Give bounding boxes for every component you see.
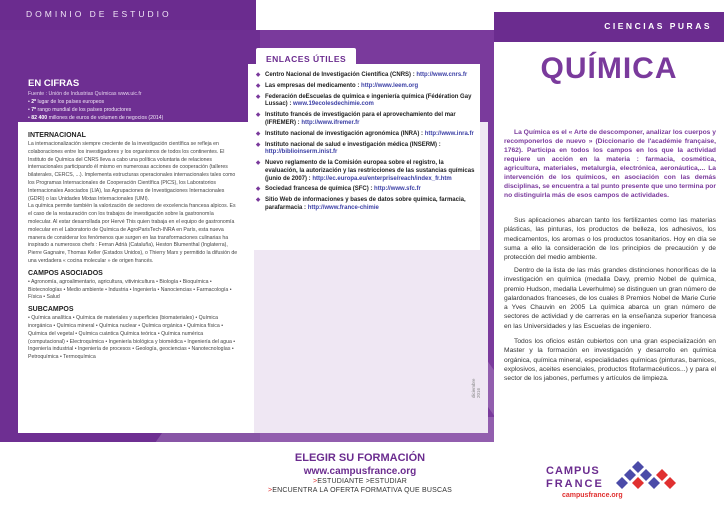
footer-title: ELEGIR SU FORMACIÓN	[294, 452, 426, 464]
list-item: • 7º rango mundial de los países productores	[28, 107, 132, 114]
intro-text: La Química es el « Arte de descomponer, analizar los cuerpos y recomponerlos de nuevo » (Diccionario de l'académie française, 1762). Participa en todos los campos en los que la actividad requiere un acción en la materia : farmacia, cosmética, agricultura, materiales, metalurgia, electrónica, aeronáutica,... La intervención de los químicos, en asociación con las demás disciplinas, se encuentra a tal punto presente que uno termina por no distinguirla más de esos campos de actividades.	[504, 129, 716, 200]
list-item: • 2º lugar de los países europeos	[28, 99, 105, 106]
body-paragraph-2: Dentro de la lista de las más grandes distinciones honoríficas de la investigación en química (medalla Davy, premio Nobel de química, premio Hudson, medalla Leverhulme) se distinguen un gran número de galardonados franceses, de los cuales 8 Premios Nobel de Marie Curie a Yves Chauvin en 2005 La química abarca un gran número de sectores de actividad y de carreras en la enseñanza superior francesa en las Universidades y las Escuelas de ingeniero.	[504, 267, 716, 330]
en-cifras-section	[28, 78, 238, 122]
footer-url-link[interactable]: www.campusfrance.org	[303, 466, 417, 477]
link-reach[interactable]: http://ec.europa.eu/enterprise/reach/index_fr.htm	[312, 175, 452, 182]
date-vertical: diciembre 2016	[471, 378, 481, 398]
link-leem[interactable]: http://www.leem.org	[361, 82, 419, 89]
link-ifremer[interactable]: http://www.ifremer.fr	[301, 119, 360, 126]
link-item: ◆ Las empresas del medicamento : http://www.leem.org	[256, 83, 476, 91]
link-ecoles-chimie[interactable]: www.19ecolesdechimie.com	[293, 101, 374, 108]
link-france-chimie[interactable]: http://www.france-chimie	[307, 204, 379, 211]
link-item: ◆ Sociedad francesa de química (SFC) : http://www.sfc.fr	[256, 186, 476, 194]
en-cifras-title: EN CIFRAS	[28, 78, 80, 89]
link-inserm[interactable]: http://biblioinserm.inist.fr	[265, 149, 338, 156]
en-cifras-source: Fuente : Unión de Industrias Químicas www.uic.fr	[28, 91, 142, 97]
internacional-text: La internacionalización siempre creciente de la investigación científica se refleja en colaboraciones entre los investigadores y los organismos de todos los continentes. El Instituto de Química del CNRS lleva a cabo una política voluntaria de relaciones internacionales participando él mismo en numerosas acciones de cooperación (talleres bilaterales, CERCS, ...). Implementa estructuras operacionales internacionales tales como los Programas Internacionales de Cooperación Científica (PICS), los Laboratorios Internacionales Asociados (LIA), las Agrupaciones de Investigaciones Internacionales (GDRI) o las Unidades Mixtas Internacionales (UMI).	[28, 141, 236, 202]
category-bar	[494, 12, 724, 42]
domain-bar	[0, 0, 256, 30]
logo-url: campusfrance.org	[562, 492, 623, 499]
link-item: ◆ Sitio Web de informaciones y bases de datos sobre química, farmacia, parafarmacia : http://www.france-chimie	[256, 197, 476, 212]
enlaces-tab	[256, 48, 356, 70]
category-label: CIENCIAS PURAS	[604, 21, 712, 31]
internacional-text-2: La química permite también la valorización de sectores de excelencia francesa alpicos. Es el caso de la restauración con los trabajos de investigación sobre la gastronomía molecular. Al estar desarrollada por Hervé This quien trabaja en el equipo de gastronomía molecular en el Laboratorio de Química de AgroParisTech-INRA en París, esta nueva manera de considerar los fenómenos que surgen en las transformaciones culinarias ha inspirado a numerosos chefs : Ferran Adrià (Cataluña), Heston Blumenthal (Inglaterra), Pierre Gagnaire, Thomas Keller (Estados Unidos), o Thierry Marx y permitido la difusión de una verdadera « cocina molecular » de origen francés.	[28, 203, 238, 264]
link-item: ◆ Instituto nacional de salud e investigación médica (INSERM) : http://biblioinserm.inist.fr	[256, 142, 476, 157]
internacional-title: INTERNACIONAL	[28, 132, 86, 139]
list-item: • 82 400 millones de euros de volumen de negocios (2014)	[28, 115, 164, 122]
enlaces-title: ENLACES ÚTILES	[266, 54, 347, 64]
enlaces-box	[248, 64, 480, 250]
link-item: ◆ Federación deEscuelas de química e ingeniería química (Fédération Gay Lussac) : www.19ecolesdechimie.com	[256, 94, 476, 109]
logo-word-2: FRANCE	[546, 478, 604, 490]
footer-cta	[230, 452, 490, 495]
link-item: ◆ Nuevo reglamento de la Comisión europea sobre el registro, la evaluación, la autorización y las restricciones de las sustancias químicas (junio de 2007) : http://ec.europa.eu/enterprise/reach/index_fr.htm	[256, 160, 476, 183]
body-paragraph-1: Sus aplicaciones abarcan tanto los fertilizantes como las materias plásticas, las pinturas, los productos de belleza, los adhesivos, los medicamentos, los aromas o los productos tosanitarios. Hoy en día se suma a ello la consideración de los principios de precaución y de protección del medio ambiente.	[504, 217, 716, 261]
domain-label: DOMINIO DE ESTUDIO	[26, 9, 172, 19]
subcampos-title: SUBCAMPOS	[28, 306, 74, 314]
link-sfc[interactable]: http://www.sfc.fr	[374, 186, 421, 193]
link-cnrs[interactable]: http://www.cnrs.fr	[416, 72, 468, 78]
en-cifras-list	[28, 98, 238, 122]
campus-france-logo[interactable]	[538, 459, 718, 504]
body-paragraph-3: Todos los oficios están cubiertos con una gran especialización en Master y la formación en investigación y desarrollo en química orgánica, química mineral, especialidades químicas (pinturas, barnices, explosivos, aceites esenciales, productos fitofarmacéuticos...) y para el sector de los jabones, perfumes y artículos de limpieza.	[504, 338, 716, 382]
footer-line-2: >ENCUENTRA LA OFERTA FORMATIVA QUE BUSCAS	[267, 487, 453, 495]
link-item: ◆ Instituto nacional de investigación agronómica (INRA) : http://www.inra.fr	[256, 131, 476, 139]
diamond-grid-icon	[598, 459, 678, 493]
campos-title: CAMPOS ASOCIADOS	[28, 269, 103, 277]
subcampos-text: • Química analítica • Química de materiales y superficies (biomateriales) • Química inorgánica • Química mineral • Química nuclear • Química orgánica • Química física • Química del vegetal • Química cuántica Química teórica • Química numérica (computacional) • Electroquímica • Ingeniería biológica y biomédica • Ingeniería del agua • Ingeniería industrial • Ingeniería de procesos • Geología, geociencias • Nanotecnologías • Petroquímica • Termoquímica	[28, 315, 236, 361]
footer-line-1: >ESTUDIANTE >ESTUDIAR	[312, 478, 408, 485]
logo-word-1: CAMPUS	[546, 465, 600, 477]
link-item: ◆ Instituto francés de investigación para el aprovechamiento del mar (IFREMER) : http://www.ifremer.fr	[256, 112, 476, 127]
enlaces-list	[256, 72, 476, 216]
link-item: ◆ Centro Nacional de Investigación Científica (CNRS) : http://www.cnrs.fr	[256, 72, 476, 80]
link-inra[interactable]: http://www.inra.fr	[424, 130, 474, 137]
campos-text: • Agronomía, agroalimentario, agricultura, vitivinicultura • Biología • Bioquímica • Biotecnologías • Medio ambiente • Industria • Ingeniería • Nanociencias • Farmacología • Física • Salud	[28, 278, 232, 301]
page-title: QUÍMICA	[540, 52, 678, 85]
